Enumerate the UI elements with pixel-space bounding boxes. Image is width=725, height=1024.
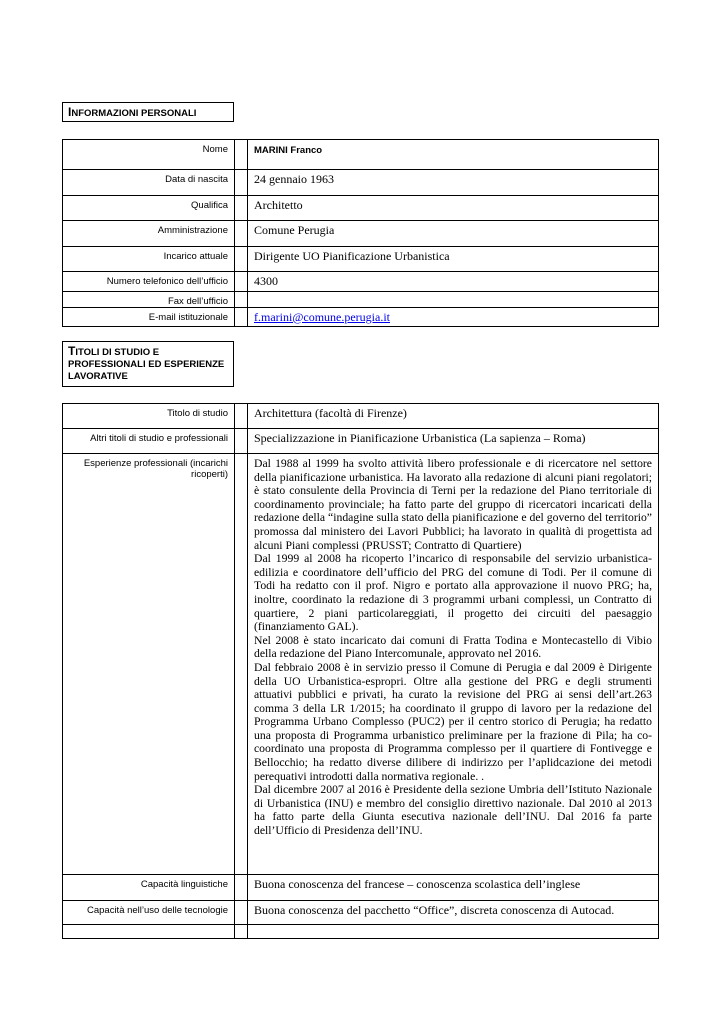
row-lingue [63,875,659,901]
value-tecnologie: Buona conoscenza del pacchetto “Office”, discreta conoscenza di Autocad. [248,901,659,925]
experience-paragraph: Dal dicembre 2007 al 2016 è Presidente della sezione Umbria dell’Istituto Nazionale di Urbanistica (INU) e membro del consiglio direttivo nazionale. Dal 2010 al 2013 ha fatto parte della Giunta esecutiva nazionale dell’INU. Dal 2016 fa parte dell’Ufficio di Presidenza dell’INU. [254,783,652,838]
value-altri-titoli: Specializzazione in Pianificazione Urbanistica (La sapienza – Roma) [248,429,659,454]
row-qualifica [63,196,659,221]
personal-info-table [62,139,659,327]
label-qualifica: Qualifica [63,196,235,221]
section-header-initial: T [68,344,76,358]
value-amministrazione: Comune Perugia [248,221,659,247]
section-header-text: NFORMAZIONI PERSONALI [71,108,197,119]
experience-paragraph: Dal 1999 al 2008 ha ricoperto l’incarico di responsabile del servizio urbanistica-edilizia e coordinatore dell’ufficio del PRG del comune di Todi. Per il comune di Todi ha redatto con il prof. Nigro e portato alla approvazione il nuovo PRG; ha, inoltre, coordinato la redazione di 3 programmi urbani complessi, un Contratto di quartiere, 2 piani particolareggiati, il progetto dei circuiti del paesaggio (finanziamento GAL). [254,552,652,634]
label-tecnologie: Capacità nell’uso delle tecnologie [63,901,235,925]
section-header-initial: I [68,105,72,119]
row-titolo-studio [63,404,659,429]
value-esperienze [248,454,659,875]
label-esperienze: Esperienze professionali (incarichi ricoperti) [63,454,235,875]
value-titolo-studio: Architettura (facoltà di Firenze) [248,404,659,429]
label-altri-titoli: Altri titoli di studio e professionali [63,429,235,454]
label-incarico: Incarico attuale [63,247,235,272]
label-nome: Nome [63,140,235,170]
label-email: E-mail istituzionale [63,307,235,327]
row-telefono [63,272,659,292]
experience-paragraph: Dal 1988 al 1999 ha svolto attività libero professionale e di ricercatore nel settore della pianificazione urbanistica. Ha lavorato alla redazione di alcuni piani regolatori; è stato consulente della Provincia di Terni per la redazione del Piano territoriale di coordinamento provinciale; ha fatto parte del gruppo di ricercatori incaricati della redazione della “indagine sulla stato della pianificazione e del governo del territorio” promossa dal ministero dei Lavori Pubblici; ha lavorato in qualità di progettista ad alcuni Piani complessi (PRUSST; Contratto di Quartiere) [254,457,652,552]
label-lingue: Capacità linguistiche [63,875,235,901]
section-header-studies [62,341,234,387]
row-esperienze [63,454,659,875]
value-nome: MARINI Franco [248,140,659,170]
row-incarico [63,247,659,272]
value-data-nascita: 24 gennaio 1963 [248,170,659,196]
value-fax [248,291,659,307]
row-data-nascita [63,170,659,196]
value-incarico: Dirigente UO Pianificazione Urbanistica [248,247,659,272]
row-tecnologie [63,901,659,925]
section-header-personal-info [62,102,234,122]
label-telefono: Numero telefonico dell’ufficio [63,272,235,292]
section-header-text: ITOLI DI STUDIO E PROFESSIONALI ED ESPERIENZE LAVORATIVE [68,347,225,382]
label-amministrazione: Amministrazione [63,221,235,247]
row-nome [63,140,659,170]
email-link[interactable]: f.marini@comune.perugia.it [254,309,391,324]
value-lingue: Buona conoscenza del francese – conoscenza scolastica dell’inglese [248,875,659,901]
row-amministrazione [63,221,659,247]
experience-paragraph: Dal febbraio 2008 è in servizio presso il Comune di Perugia e dal 2009 è Dirigente della UO Urbanistica-espropri. Oltre alla gestione del PRG e degli strumenti attuativi pubblici e privati, ha curato la revisione del PRG ai sensi dell’art.263 comma 3 della LR 1/2015; ha coordinato il gruppo di lavoro per la redazione del Programma Urbano Complesso (PUC2) per il centro storico di Perugia; ha redatto una proposta di Programma urbanistico preliminare per la frazione di Pila; ha co-coordinato una proposta di Programma complesso per il quartiere di Fontivegge e Bellocchio; ha redatto diverse dilibere di indirizzo per l’aplidcazione dei metodi perequativi introdotti dalla normativa regionale. . [254,660,652,783]
experience-paragraph: Nel 2008 è stato incaricato dai comuni di Fratta Todina e Montecastello di Vibio della redazione del Piano Intercomunale, approvato nel 2016. [254,633,652,661]
value-qualifica: Architetto [248,196,659,221]
row-fax [63,291,659,307]
studies-table [62,403,659,939]
value-telefono: 4300 [248,272,659,292]
row-email [63,307,659,327]
label-titolo-studio: Titolo di studio [63,404,235,429]
row-altri-titoli [63,429,659,454]
label-data-nascita: Data di nascita [63,170,235,196]
label-fax: Fax dell’ufficio [63,291,235,307]
row-empty [63,925,659,939]
